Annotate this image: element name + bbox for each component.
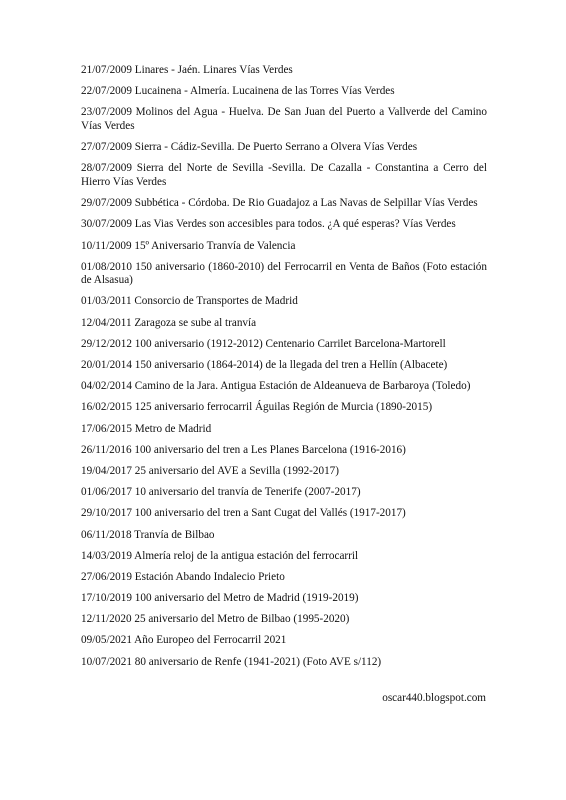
list-item: 21/07/2009 Linares - Jaén. Linares Vías Verdes (81, 64, 293, 76)
list-item: 16/02/2015 125 aniversario ferrocarril Águilas Región de Murcia (1890-2015) (81, 401, 433, 414)
list-item: 29/12/2012 100 aniversario (1912-2012) Centenario Carrilet Barcelona-Martorell (81, 337, 446, 350)
list-item: 14/03/2019 Almería reloj de la antigua estación del ferrocarril (81, 549, 359, 562)
list-item: 20/01/2014 150 aniversario (1864-2014) de la llegada del tren a Hellín (Albacete) (81, 359, 448, 372)
list-item: 30/07/2009 Las Vias Verdes son accesibles para todos. ¿A qué esperas? Vías Verdes (81, 218, 456, 231)
list-item: 23/07/2009 Molinos del Agua - Huelva. De San Juan del Puerto a Vallverde del Camino Vías Verdes (81, 106, 487, 132)
list-item: 04/02/2014 Camino de la Jara. Antigua Estación de Aldeanueva de Barbaroya (Toledo) (81, 380, 471, 393)
list-item: 28/07/2009 Sierra del Norte de Sevilla -Sevilla. De Cazalla - Constantina a Cerro del Hierro Vías Verdes (81, 162, 487, 188)
list-item: 10/11/2009 15º Aniversario Tranvía de Valencia (81, 239, 296, 252)
list-item: 27/06/2019 Estación Abando Indalecio Prieto (81, 570, 285, 583)
list-item: 22/07/2009 Lucainena - Almería. Lucainena de las Torres Vías Verdes (81, 85, 395, 98)
list-item: 10/07/2021 80 aniversario de Renfe (1941-2021) (Foto AVE s/112) (81, 655, 382, 668)
list-item: 19/04/2017 25 aniversario del AVE a Sevilla (1992-2017) (81, 464, 339, 477)
list-item: 27/07/2009 Sierra - Cádiz-Sevilla. De Puerto Serrano a Olvera Vías Verdes (81, 141, 418, 154)
list-item: 29/07/2009 Subbética - Córdoba. De Rio Guadajoz a Las Navas de Selpillar Vías Verdes (81, 197, 478, 210)
list-item: 17/06/2015 Metro de Madrid (81, 422, 212, 435)
list-item: 01/03/2011 Consorcio de Transportes de Madrid (81, 295, 298, 308)
list-item: 09/05/2021 Año Europeo del Ferrocarril 2021 (81, 634, 287, 647)
list-item: 06/11/2018 Tranvía de Bilbao (81, 528, 215, 541)
list-item: 01/06/2017 10 aniversario del tranvía de Tenerife (2007-2017) (81, 486, 361, 499)
list-item: 12/04/2011 Zaragoza se sube al tranvía (81, 316, 257, 329)
list-item: 12/11/2020 25 aniversario del Metro de Bilbao (1995-2020) (81, 613, 350, 626)
list-item: 17/10/2019 100 aniversario del Metro de Madrid (1919-2019) (81, 592, 359, 605)
list-item: 29/10/2017 100 aniversario del tren a Sant Cugat del Vallés (1917-2017) (81, 507, 406, 520)
blog-url-footer: oscar440.blogspot.com (382, 692, 486, 704)
list-item: 01/08/2010 150 aniversario (1860-2010) del Ferrocarril en Venta de Baños (Foto estación de Alsasua) (81, 260, 487, 287)
entry-list (81, 64, 487, 677)
list-item: 26/11/2016 100 aniversario del tren a Les Planes Barcelona (1916-2016) (81, 443, 406, 456)
